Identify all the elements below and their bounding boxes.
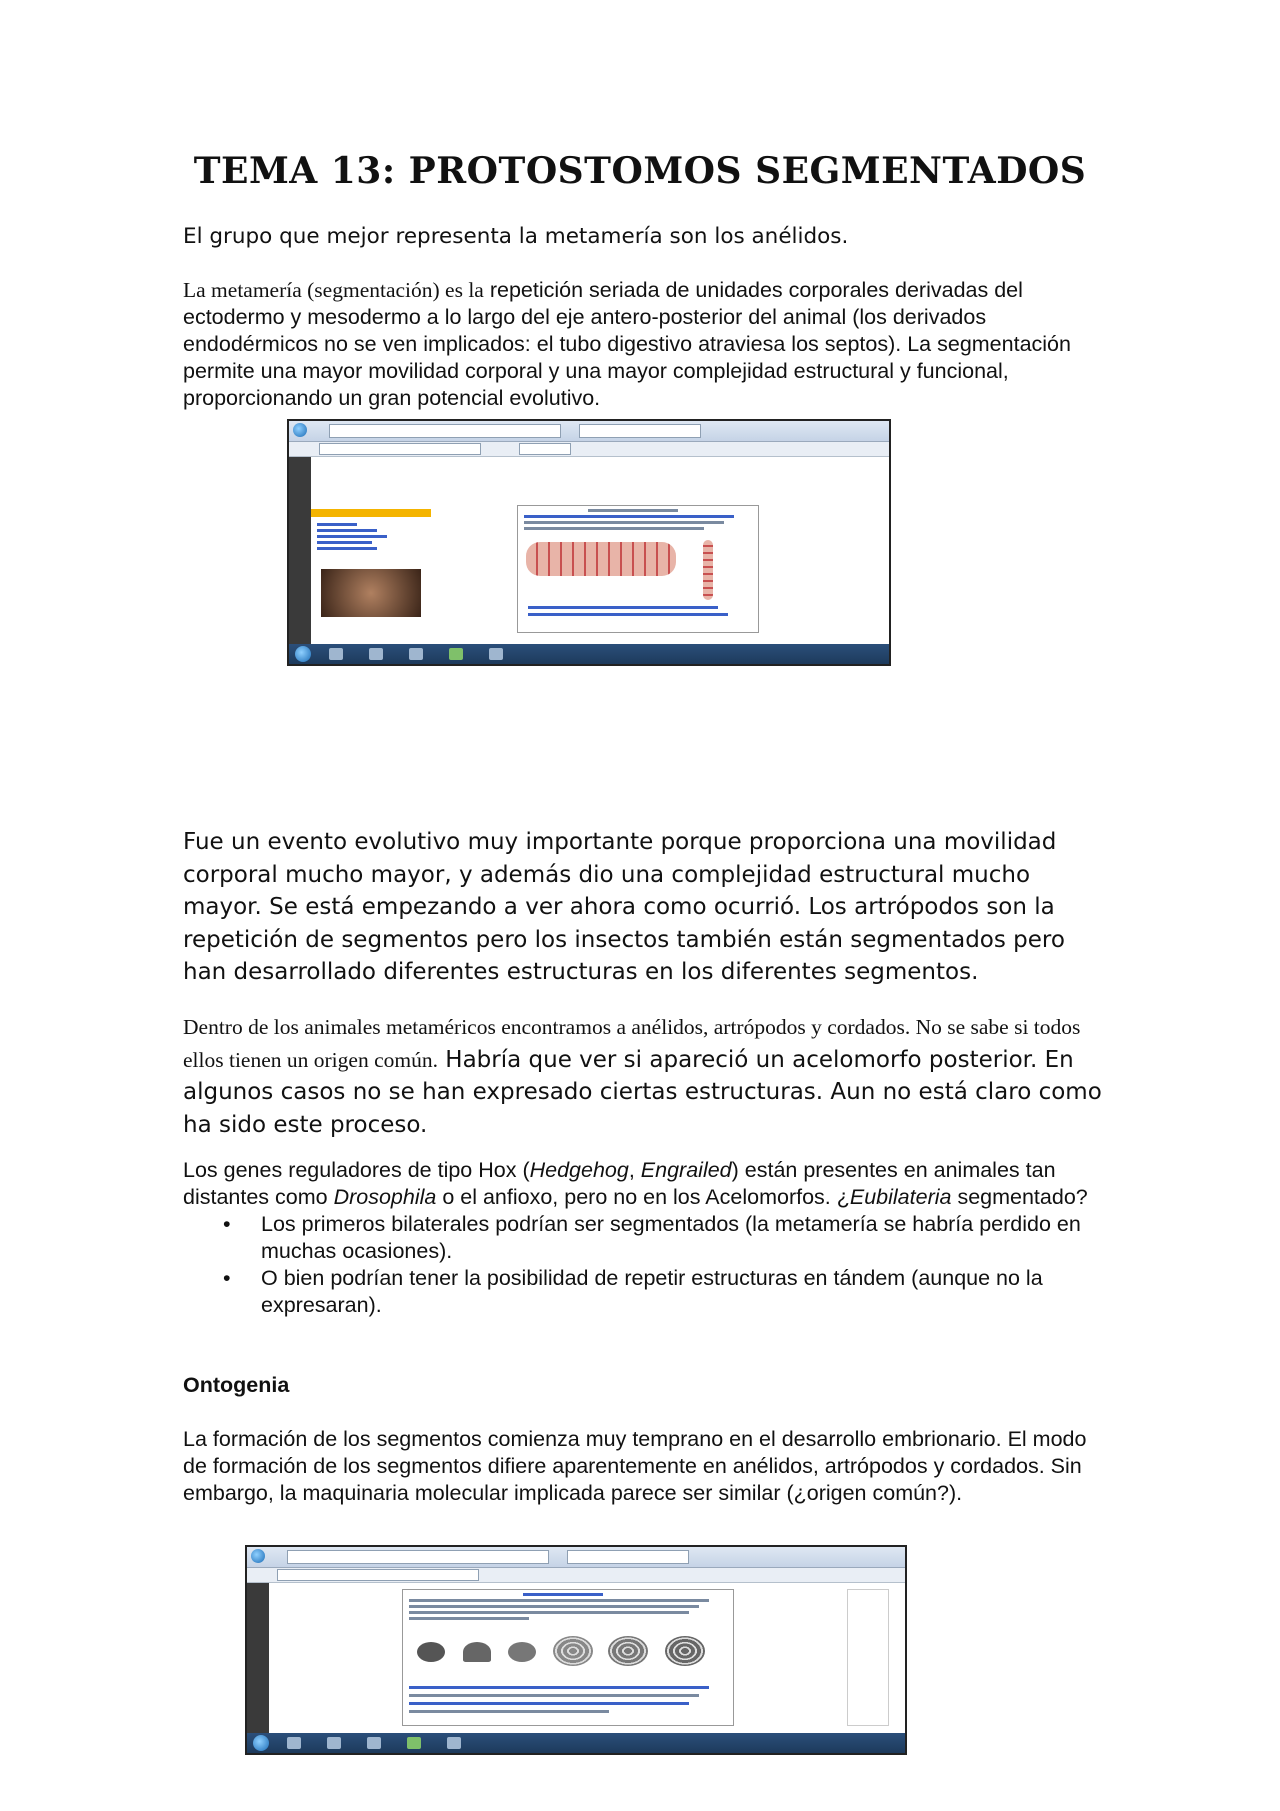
folder-icon bbox=[329, 648, 343, 660]
zoom-select bbox=[519, 443, 571, 455]
bullet-text: O bien podrían tener la posibilidad de repetir estructuras en tándem (aunque no la expresaran). bbox=[261, 1266, 1043, 1317]
ontogeny-heading: Ontogenia bbox=[183, 1373, 290, 1397]
hox-part2: ) están presentes en animales tan distantes como bbox=[183, 1158, 1056, 1209]
viewer-toolbar bbox=[289, 442, 889, 457]
hox-bullet-list bbox=[183, 1211, 1103, 1319]
hox-text bbox=[183, 1157, 1103, 1211]
viewer-sidebar bbox=[247, 1583, 269, 1733]
back-icon bbox=[251, 1549, 265, 1563]
embryo-stage-5 bbox=[608, 1636, 648, 1666]
media-icon bbox=[327, 1737, 341, 1749]
folder-icon bbox=[287, 1737, 301, 1749]
slide-metameria bbox=[517, 505, 759, 633]
viewer-toolbar bbox=[247, 1568, 905, 1583]
address-bar bbox=[329, 424, 561, 438]
toolbar-controls bbox=[277, 1569, 479, 1581]
intro-paragraph: El grupo que mejor representa la metamería son los anélidos. bbox=[183, 224, 849, 249]
toolbar-controls bbox=[319, 443, 481, 455]
definition-rest: repetición seriada de unidades corporales derivadas del ectodermo y mesodermo a lo largo del eje antero-posterior del animal (los derivados endodérmicos no se ven implicados: el tubo digestivo atraviesa los septos). La segmentación permite una mayor movilidad corporal y una mayor complejidad estructural y funcional, proporcionando un gran potencial evolutivo. bbox=[183, 278, 1071, 410]
gene-engrailed: Engrailed bbox=[640, 1158, 732, 1182]
embryo-stage-2 bbox=[463, 1642, 491, 1662]
metameric-rest: Habría que ver si apareció un acelomorfo posterior. En algunos casos no se han expresado ciertas estructuras. Aun no está claro como ha sido este proceso. bbox=[183, 1046, 1102, 1138]
start-icon bbox=[253, 1735, 269, 1751]
embryo-stage-3 bbox=[508, 1642, 536, 1662]
list-item bbox=[183, 1265, 1103, 1319]
scrollbar-panel bbox=[847, 1589, 889, 1726]
screenshot-metameria bbox=[287, 419, 891, 666]
bullet-icon: • bbox=[223, 1212, 231, 1236]
gene-hedgehog: Hedgehog bbox=[529, 1158, 629, 1182]
viewer-sidebar bbox=[289, 457, 311, 644]
back-icon bbox=[293, 423, 307, 437]
hox-sep: , bbox=[628, 1158, 641, 1182]
slide-header-band bbox=[311, 509, 431, 517]
slide-thumbnail-left bbox=[311, 457, 431, 607]
browser-icon bbox=[407, 1737, 421, 1749]
embryo-stage-1 bbox=[417, 1642, 445, 1662]
definition-lead: La metamería (segmentación) es la bbox=[183, 278, 484, 302]
hox-part4: segmentado? bbox=[951, 1185, 1088, 1209]
ontogeny-paragraph: La formación de los segmentos comienza muy temprano en el desarrollo embrionario. El modo de formación de los segmentos difiere aparentemente en anélidos, artrópodos y cordados. Sin embargo, la maquinaria molecular implicada parece ser similar (¿origen común?). bbox=[183, 1427, 1087, 1505]
bullet-icon: • bbox=[223, 1266, 231, 1290]
tab-strip bbox=[579, 424, 701, 438]
taskbar bbox=[247, 1733, 905, 1753]
browser-icon bbox=[449, 648, 463, 660]
worm-diagram bbox=[703, 540, 713, 600]
page-title: TEMA 13: PROTOSTOMOS SEGMENTADOS bbox=[193, 150, 1087, 192]
embryo-stage-4 bbox=[553, 1636, 593, 1666]
taskbar bbox=[289, 644, 889, 664]
tab-strip bbox=[567, 1550, 689, 1564]
hox-part3: o el anfioxo, pero no en los Acelomorfos. ¿ bbox=[436, 1185, 850, 1209]
hox-part1: Los genes reguladores de tipo Hox ( bbox=[183, 1158, 530, 1182]
app-icon bbox=[367, 1737, 381, 1749]
annelid-diagram bbox=[526, 542, 676, 576]
address-bar bbox=[287, 1550, 549, 1564]
word-icon bbox=[447, 1737, 461, 1749]
worm-photo bbox=[321, 569, 421, 617]
word-icon bbox=[489, 648, 503, 660]
evolution-paragraph: Fue un evento evolutivo muy importante porque proporciona una movilidad corporal mucho mayor, y además dio una complejidad estructural mucho mayor. Se está empezando a ver ahora como ocurrió. Los artrópodos son la repetición de segmentos pero los insectos también están segmentados pero han desarrollado diferentes estructuras en los diferentes segmentos. bbox=[183, 829, 1065, 985]
organism-drosophila: Drosophila bbox=[333, 1185, 437, 1209]
slide-ontogenia bbox=[402, 1589, 734, 1726]
list-item bbox=[183, 1211, 1103, 1265]
app-icon bbox=[409, 648, 423, 660]
embryo-stage-6 bbox=[665, 1636, 705, 1666]
browser-titlebar bbox=[247, 1547, 905, 1568]
metameric-paragraph bbox=[183, 1011, 1103, 1141]
screenshot-ontogenia bbox=[245, 1545, 907, 1755]
definition-paragraph bbox=[183, 277, 1103, 412]
bullet-text: Los primeros bilaterales podrían ser segmentados (la metamería se habría perdido en muchas ocasiones). bbox=[261, 1212, 1081, 1263]
start-icon bbox=[295, 646, 311, 662]
media-icon bbox=[369, 648, 383, 660]
browser-titlebar bbox=[289, 421, 889, 442]
metameric-lead: Dentro de los animales metaméricos encontramos a anélidos, artrópodos y cordados. No se sabe si todos ellos tienen un origen común. bbox=[183, 1015, 1081, 1072]
hox-paragraph bbox=[183, 1157, 1103, 1319]
clade-eubilateria: Eubilateria bbox=[849, 1185, 952, 1209]
